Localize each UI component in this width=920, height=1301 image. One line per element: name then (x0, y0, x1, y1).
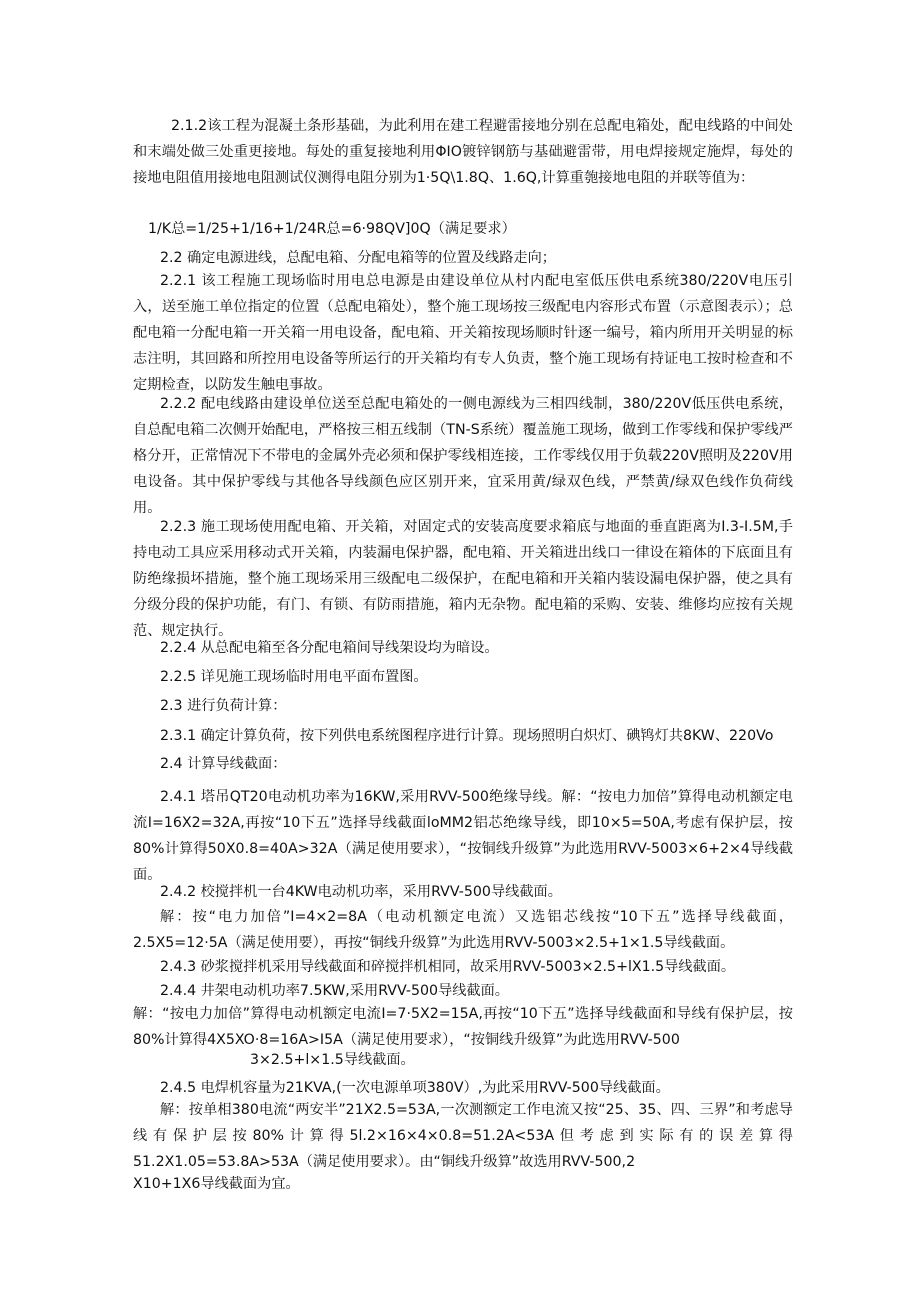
section-2-4-heading: 2.4 计算导线截面： (160, 756, 287, 772)
paragraph-2-4-4-solution: 解：“按电力加倍”算得电动机额定电流I=7·5X2=15A,再按“10下五”选择导线截面和导线有保护层，按80%计算得4X5XO·8=16A>I5A（满足使用要求），“按铜线升级算”为此选用RVV-500 (133, 1006, 793, 1048)
paragraph-2-2-4: 2.2.4 从总配电箱至各分配电箱间导线架设均为暗设。 (160, 640, 499, 656)
section-2-3-heading: 2.3 进行负荷计算： (160, 698, 287, 714)
paragraph-2-1-2: 2.1.2该工程为混凝土条形基础，为此利用在建工程避雷接地分别在总配电箱处，配电线路的中间处和末端处做三处重更接地。每处的重复接地利用ΦIO镀锌钢筋与基础避雷带，用电焊接规定施焊，每处的接地电阻值用接地电阻测试仪测得电阻分别为1·5Q\1.8Q、1.6Q,计算重匏接地电阻的并联等值为： (133, 118, 793, 186)
paragraph-2-4-5-solution: 解：按单相380电流“两安半”21X2.5=53A,一次测额定工作电流又按“25、35、四、三界”和考虑导线有保护层按80%计算得5l.2×16×4×0.8=51.2A<53A但考虑到实际有的误差算得51.2X1.05=53.8A>53A（满足使用要求）。由“铜线升级算”故选用RVV-500,2 (133, 1102, 793, 1170)
section-2-2-heading: 2.2 确定电源进线，总配电箱、分配电箱等的位置及线路走向； (160, 250, 556, 266)
paragraph-2-4-4: 2.4.4 井架电动机功率7.5KW,采用RVV-500导线截面。 (160, 983, 509, 999)
paragraph-2-4-5-tail: X10+1X6导线截面为宜。 (133, 1176, 300, 1192)
paragraph-2-3-1: 2.3.1 确定计算负荷，按下列供电系统图程序进行计算。现场照明白炽灯、碘鸨灯共8KW、220Vo (160, 728, 774, 744)
paragraph-2-2-3: 2.2.3 施工现场使用配电箱、开关箱，对固定式的安装高度要求箱底与地面的垂直距离为I.3-I.5M,手持电动工具应采用移动式开关箱，内装漏电保护器，配电箱、开关箱进出线口一律设在箱体的下底面且有防绝缘损坏措施，整个施工现场采用三级配电二级保护，在配电箱和开关箱内装设漏电保护器，使之具有分级分段的保护功能，有门、有锁、有防雨措施，箱内无杂物。配电箱的采购、安装、维修均应按有关规范、规定执行。 (133, 519, 793, 639)
paragraph-2-4-2: 2.4.2 校搅拌机一台4KW电动机功率，采用RVV-500导线截面。 (160, 884, 562, 900)
paragraph-2-4-1: 2.4.1 塔吊QT20电动机功率为16KW,采用RVV-500绝缘导线。解：“按电力加倍”算得电动机额定电流I=16X2=32A,再按“10下五”选择导线截面loMM2铝芯绝缘导线，即10×5=50A,考虑有保护层，按80%计算得50X0.8=40A>32A（满足使用要求），“按铜线升级算”为此选用RVV-5003×6+2×4导线截面。 (133, 789, 793, 883)
paragraph-2-2-5: 2.2.5 详见施工现场临时用电平面布置图。 (160, 669, 428, 685)
paragraph-2-2-1: 2.2.1 该工程施工现场临时用电总电源是由建设单位从村内配电室低压供电系统380/220V电压引入，送至施工单位指定的位置（总配电箱处），整个施工现场按三级配电内容形式布置（示意图表示）；总配电箱一分配电箱一开关箱一用电设备，配电箱、开关箱按现场顺时针逐一编号，箱内所用开关明显的标志注明，其回路和所控用电设备等所运行的开关箱均有专人负责，整个施工现场有持证电工按时检查和不定期检查，以防发生触电事故。 (133, 273, 793, 393)
paragraph-2-2-2: 2.2.2 配电线路由建设单位送至总配电箱处的一侧电源线为三相四线制，380/220V低压供电系统，自总配电箱二次侧开始配电，严格按三相五线制（TN-S系统）覆盖施工现场，做到工作零线和保护零线严格分开，正常情况下不带电的金属外壳必须和保护零线相连接，工作零线仅用于负载220V照明及220V用电设备。其中保护零线与其他各导线颜色应区别开来，宜采用黄/绿双色线，严禁黄/绿双色线作负荷线用。 (133, 396, 793, 516)
paragraph-2-4-5: 2.4.5 电焊机容量为21KVA,(一次电源单项380V）,为此采用RVV-500导线截面。 (160, 1080, 670, 1096)
paragraph-2-4-4-tail: 3×2.5+l×1.5导线截面。 (250, 1052, 415, 1068)
paragraph-2-4-3: 2.4.3 砂浆搅拌机采用导线截面和碎搅拌机相同，故采用RVV-5003×2.5+lX1.5导线截面。 (160, 959, 736, 975)
paragraph-2-4-2-solution: 解：按“电力加倍”I=4×2=8A（电动机额定电流）又选铝芯线按“10下五”选择导线截面，2.5X5=12·5A（满足使用要），再按“铜线升级算”为此选用RVV-5003×2.5+1×1.5导线截面。 (133, 909, 793, 951)
formula-line: 1/K总=1/25+1/16+1/24R总=6·98QV]0Q（满足要求） (148, 221, 516, 237)
